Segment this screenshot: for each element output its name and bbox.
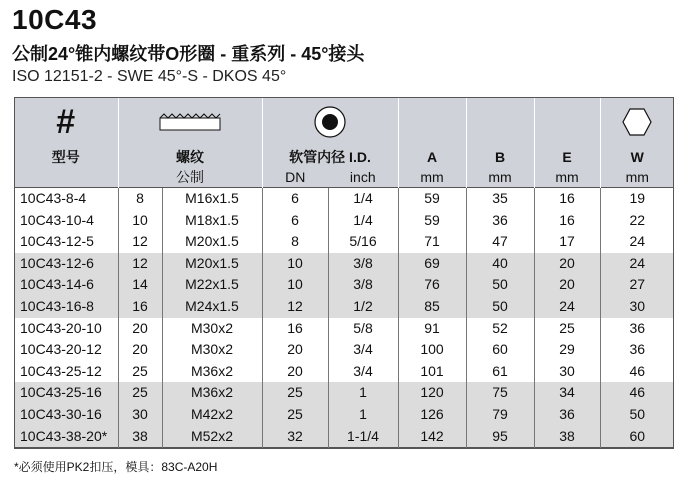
cell-hose-dn: 20 [262,361,328,383]
cell-thread-metric: M36x2 [162,361,262,383]
cell-hose-inch: 3/4 [328,339,398,361]
hexagon-icon [622,108,652,136]
cell-hose-dn: 20 [262,339,328,361]
cell-hose-dn: 6 [262,210,328,232]
cell-dim-b: 50 [466,296,534,318]
cell-dim-w: 27 [600,274,674,296]
cell-hose-dn: 8 [262,231,328,253]
cell-dim-b: 50 [466,274,534,296]
standard-line: ISO 12151-2 - SWE 45°-S - DKOS 45° [12,68,287,85]
cell-dim-e: 38 [534,426,600,448]
cell-dim-b: 79 [466,404,534,426]
cell-dim-e: 36 [534,404,600,426]
cell-dim-b: 61 [466,361,534,383]
cell-part-number: 10C43-8-4 [14,188,118,210]
hose-section-icon [313,105,347,139]
cell-dim-e: 16 [534,210,600,232]
cell-dim-a: 59 [398,188,466,210]
cell-thread-size-code: 16 [118,296,162,318]
cell-dim-e: 16 [534,188,600,210]
cell-dim-w: 36 [600,339,674,361]
cell-dim-b: 36 [466,210,534,232]
cell-dim-a: 100 [398,339,466,361]
spec-table-body [14,188,674,448]
col-sub-dn: DN [285,169,306,185]
hash-icon: # [56,103,76,141]
cell-dim-a: 142 [398,426,466,448]
cell-thread-metric: M30x2 [162,318,262,340]
cell-dim-b: 47 [466,231,534,253]
col-label-w: W [630,149,644,165]
cell-thread-metric: M20x1.5 [162,231,262,253]
cell-part-number: 10C43-38-20* [14,426,118,448]
cell-part-number: 10C43-14-6 [14,274,118,296]
cell-thread-size-code: 25 [118,382,162,404]
cell-dim-a: 76 [398,274,466,296]
cell-dim-e: 34 [534,382,600,404]
col-header-w [600,97,674,188]
col-unit-b: mm [488,169,512,185]
table-row [14,404,674,426]
cell-dim-e: 20 [534,253,600,275]
cell-thread-size-code: 25 [118,361,162,383]
cell-thread-metric: M24x1.5 [162,296,262,318]
cell-thread-metric: M42x2 [162,404,262,426]
cell-thread-size-code: 20 [118,339,162,361]
cell-hose-inch: 1 [328,404,398,426]
cell-dim-w: 36 [600,318,674,340]
cell-dim-w: 46 [600,382,674,404]
cell-thread-metric: M20x1.5 [162,253,262,275]
cell-part-number: 10C43-20-10 [14,318,118,340]
cell-thread-metric: M36x2 [162,382,262,404]
footnote: *必须使用PK2扣压，模具：83C-A20H [14,460,218,474]
cell-hose-dn: 12 [262,296,328,318]
col-header-e [534,97,600,188]
cell-thread-size-code: 8 [118,188,162,210]
table-row [14,231,674,253]
col-sub-thread: 公制 [176,169,204,185]
spec-table [14,97,674,448]
table-row [14,253,674,275]
table-row [14,188,674,210]
cell-hose-inch: 3/4 [328,361,398,383]
col-label-a: A [426,149,438,165]
col-label-b: B [494,149,506,165]
cell-hose-dn: 25 [262,382,328,404]
cell-hose-inch: 1-1/4 [328,426,398,448]
cell-hose-dn: 10 [262,253,328,275]
cell-dim-b: 52 [466,318,534,340]
cell-dim-b: 40 [466,253,534,275]
cell-dim-b: 35 [466,188,534,210]
cell-dim-e: 30 [534,361,600,383]
col-header-a [398,97,466,188]
cell-hose-inch: 5/8 [328,318,398,340]
table-row [14,318,674,340]
cell-dim-w: 50 [600,404,674,426]
table-row [14,274,674,296]
cell-thread-size-code: 14 [118,274,162,296]
cell-hose-inch: 1 [328,382,398,404]
col-label-part: 型号 [51,149,80,165]
cell-thread-size-code: 20 [118,318,162,340]
cell-dim-w: 30 [600,296,674,318]
cell-part-number: 10C43-25-12 [14,361,118,383]
thread-icon [159,113,221,131]
table-row [14,296,674,318]
cell-dim-a: 91 [398,318,466,340]
cell-dim-w: 24 [600,231,674,253]
cell-thread-metric: M30x2 [162,339,262,361]
col-label-thread: 螺纹 [176,149,204,165]
cell-thread-size-code: 38 [118,426,162,448]
col-header-hose [262,97,398,188]
cell-hose-inch: 1/2 [328,296,398,318]
cell-dim-e: 25 [534,318,600,340]
col-header-thread [118,97,262,188]
cell-dim-b: 95 [466,426,534,448]
cell-hose-dn: 6 [262,188,328,210]
cell-part-number: 10C43-30-16 [14,404,118,426]
cell-thread-size-code: 12 [118,231,162,253]
col-header-part [14,97,118,188]
product-subtitle: 公制24°锥内螺纹带O形圈 - 重系列 - 45°接头 [12,44,365,64]
cell-thread-metric: M18x1.5 [162,210,262,232]
table-row [14,382,674,404]
cell-dim-a: 85 [398,296,466,318]
cell-thread-metric: M22x1.5 [162,274,262,296]
cell-dim-e: 20 [534,274,600,296]
cell-thread-metric: M16x1.5 [162,188,262,210]
cell-hose-dn: 10 [262,274,328,296]
cell-hose-inch: 3/8 [328,274,398,296]
cell-dim-a: 126 [398,404,466,426]
col-unit-a: mm [420,169,444,185]
cell-dim-a: 101 [398,361,466,383]
cell-thread-size-code: 10 [118,210,162,232]
cell-dim-a: 71 [398,231,466,253]
table-row [14,339,674,361]
cell-hose-dn: 25 [262,404,328,426]
cell-hose-dn: 32 [262,426,328,448]
cell-dim-e: 29 [534,339,600,361]
product-code: 10C43 [12,4,98,35]
cell-dim-w: 22 [600,210,674,232]
col-unit-e: mm [555,169,579,185]
cell-dim-w: 60 [600,426,674,448]
cell-thread-metric: M52x2 [162,426,262,448]
cell-part-number: 10C43-12-6 [14,253,118,275]
cell-dim-a: 69 [398,253,466,275]
cell-hose-inch: 1/4 [328,188,398,210]
table-row [14,361,674,383]
cell-hose-inch: 5/16 [328,231,398,253]
cell-dim-b: 75 [466,382,534,404]
cell-part-number: 10C43-20-12 [14,339,118,361]
cell-part-number: 10C43-16-8 [14,296,118,318]
cell-dim-w: 19 [600,188,674,210]
cell-thread-size-code: 12 [118,253,162,275]
cell-dim-w: 24 [600,253,674,275]
table-row [14,210,674,232]
col-sub-inch: inch [349,169,376,185]
cell-dim-a: 59 [398,210,466,232]
cell-dim-w: 46 [600,361,674,383]
cell-dim-b: 60 [466,339,534,361]
table-row [14,426,674,448]
cell-part-number: 10C43-10-4 [14,210,118,232]
cell-part-number: 10C43-12-5 [14,231,118,253]
cell-dim-a: 120 [398,382,466,404]
cell-hose-inch: 3/8 [328,253,398,275]
cell-hose-inch: 1/4 [328,210,398,232]
cell-part-number: 10C43-25-16 [14,382,118,404]
col-header-b [466,97,534,188]
cell-hose-dn: 16 [262,318,328,340]
cell-dim-e: 24 [534,296,600,318]
col-label-e: E [562,149,572,165]
col-label-hose: 软管内径 I.D. [289,149,371,165]
cell-thread-size-code: 30 [118,404,162,426]
cell-dim-e: 17 [534,231,600,253]
col-unit-w: mm [625,169,649,185]
